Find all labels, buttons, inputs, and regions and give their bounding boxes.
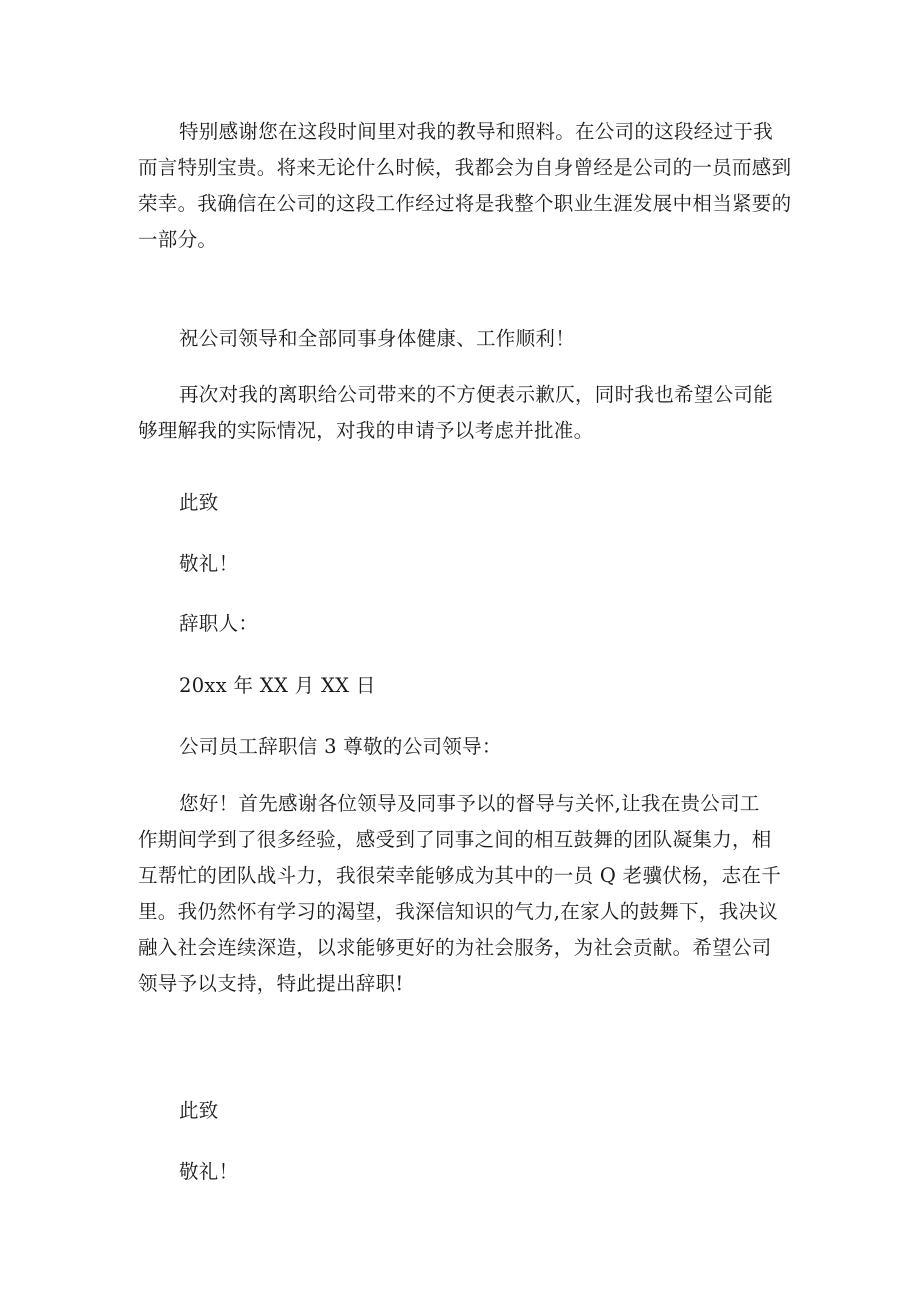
date-line bbox=[138, 668, 798, 704]
paragraph-wishes bbox=[138, 321, 798, 357]
text-line: 此致 bbox=[179, 1099, 219, 1122]
text-line: 再次对我的离职给公司带来的不方便表示歉仄，同时我也希望公司能 bbox=[179, 383, 774, 406]
salute-jingli-1 bbox=[138, 546, 798, 582]
text-line: 融入社会连续深造，以求能够更好的为社会服务，为社会贡献。希望公司 bbox=[138, 936, 772, 959]
text-line: 公司员工辞职信 3 尊敬的公司领导： bbox=[179, 735, 502, 758]
paragraph-apology bbox=[138, 377, 798, 449]
paragraph-thanks bbox=[138, 114, 798, 258]
text-line: 里。我仍然怀有学习的渴望，我深信知识的气力,在家人的鼓舞下，我决议 bbox=[138, 900, 779, 923]
text-line: 20xx 年 XX 月 XX 日 bbox=[179, 674, 376, 697]
paragraph-greeting bbox=[138, 786, 798, 1002]
text-line: 特别感谢您在这段时间里对我的教导和照料。在公司的这段经过于我 bbox=[179, 120, 774, 143]
closing-cizhi-2 bbox=[138, 1093, 798, 1129]
text-line: 领导予以支持，特此提出辞职! bbox=[138, 972, 404, 995]
text-line: 此致 bbox=[179, 491, 219, 514]
text-line: 敬礼！ bbox=[179, 1160, 239, 1183]
signer-label bbox=[138, 606, 798, 642]
letter-title bbox=[138, 729, 798, 765]
closing-cizhi-1 bbox=[138, 485, 798, 521]
text-line: 而言特别宝贵。将来无论什么时候，我都会为自身曾经是公司的一员而感到 bbox=[138, 156, 792, 179]
text-line: 您好！首先感谢各位领导及同事予以的督导与关怀,让我在贵公司工 bbox=[179, 792, 760, 815]
salute-jingli-2 bbox=[138, 1154, 798, 1190]
text-line: 敬礼！ bbox=[179, 552, 239, 575]
text-line: 祝公司领导和全部同事身体健康、工作顺利！ bbox=[179, 327, 576, 350]
text-line: 作期间学到了很多经验，感受到了同事之间的相互鼓舞的团队凝集力，相 bbox=[138, 828, 772, 851]
text-line: 够理解我的实际情况，对我的申请予以考虑并批准。 bbox=[138, 419, 594, 442]
text-line: 辞职人： bbox=[179, 612, 259, 635]
text-line: 一部分。 bbox=[138, 228, 218, 251]
text-line: 互帮忙的团队战斗力，我很荣幸能够成为其中的一员 Q 老骥伏杨，志在千 bbox=[138, 864, 782, 887]
text-line: 荣幸。我确信在公司的这段工作经过将是我整个职业生涯发展中相当紧要的 bbox=[138, 192, 792, 215]
